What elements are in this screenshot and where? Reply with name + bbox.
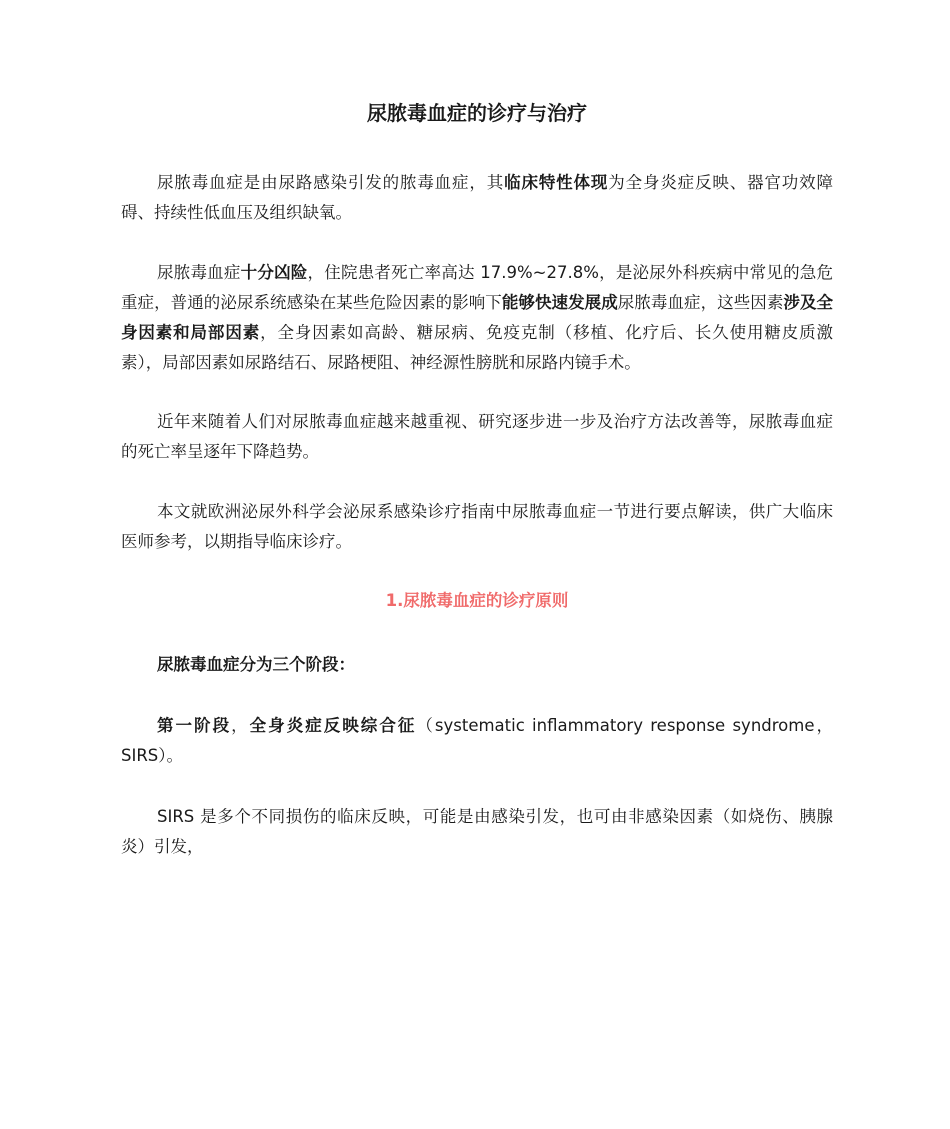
paragraph-purpose: 本文就欧洲泌尿外科学会泌尿系感染诊疗指南中尿脓毒血症一节进行要点解读，供广大临床医师参考，以期指导临床诊疗。 [121,502,833,551]
bold-text: 能够快速发展成 [501,293,618,312]
paragraph-risk-factors [121,258,833,378]
text-run: （systematic inflammatory response syndrome，SIRS）。 [121,716,834,765]
bold-text: 临床特性体现 [504,173,609,192]
bold-text: 涉及全身因素和局部因素 [121,293,834,342]
paragraph-stages-intro [121,650,833,680]
bold-text: 全身炎症反映综合征 [249,716,417,735]
bold-text: 尿脓毒血症分为三个阶段： [157,655,355,674]
paragraph-definition [121,168,833,228]
section-heading: 1.尿脓毒血症的诊疗原则 [385,591,569,610]
text-run: ， [231,716,250,735]
text-run: 尿脓毒血症是由尿路感染引发的脓毒血症，其 [157,173,505,192]
bold-text: 十分凶险 [240,263,308,282]
text-run: 尿脓毒血症，这些因素 [617,293,784,312]
text-run: ，住院患者死亡率高达 17.9%~27.8%，是泌尿外科疾病中常见的急危重症，普通的泌尿系统感染在某些危险因素的影响下 [121,263,834,312]
text-run: 为全身炎症反映、器官功效障碍、持续性低血压及组织缺氧。 [121,173,834,222]
paragraph-stage-one [121,711,833,771]
paragraph-trend: 近年来随着人们对尿脓毒血症越来越重视、研究逐步进一步及治疗方法改善等，尿脓毒血症的死亡率呈逐年下降趋势。 [121,412,833,461]
text-run: ，全身因素如高龄、糖尿病、免疫克制（移植、化疗后、长久使用糖皮质激素），局部因素如尿路结石、尿路梗阻、神经源性膀胱和尿路内镜手术。 [121,323,834,372]
document-title: 尿脓毒血症的诊疗与治疗 [367,101,587,125]
text-run: 尿脓毒血症 [157,263,241,282]
bold-text: 第一阶段 [157,716,232,735]
paragraph-sirs: SIRS 是多个不同损伤的临床反映，可能是由感染引发，也可由非感染因素（如烧伤、胰腺炎）引发， [121,807,833,856]
